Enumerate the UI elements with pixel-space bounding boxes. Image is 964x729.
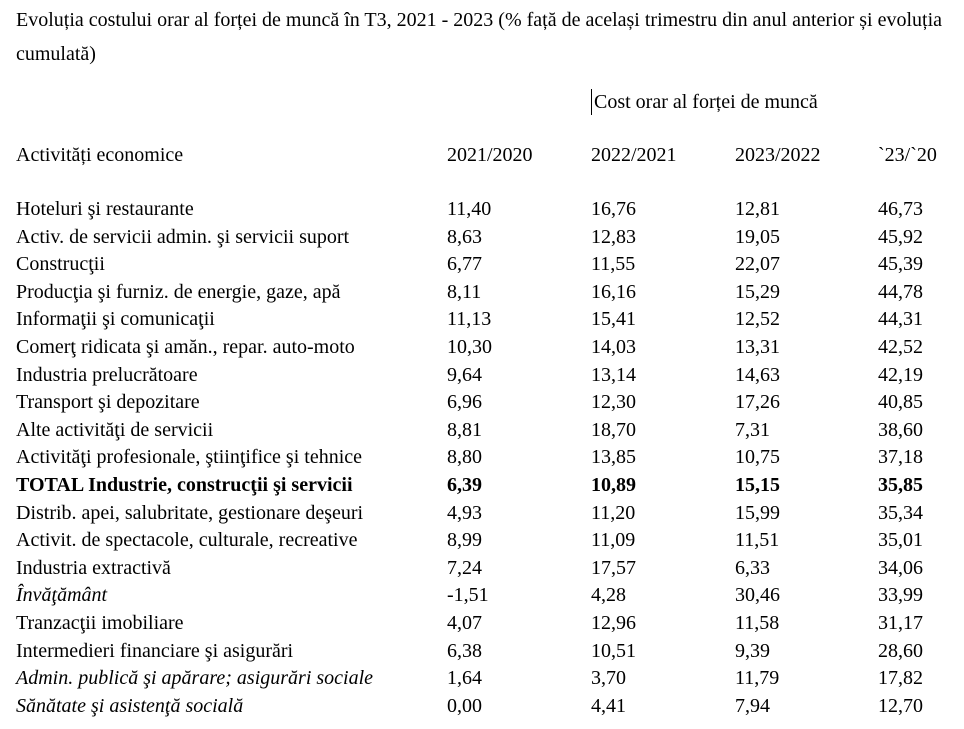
column-header-2022-2021: 2022/2021 [591, 144, 677, 166]
cell-cumulative: 46,73 [878, 198, 923, 220]
cell-2022-2021: 4,41 [591, 694, 626, 717]
cell-activity: Transport şi depozitare [16, 391, 200, 414]
cell-2021-2020: 1,64 [447, 667, 482, 690]
cell-cumulative: 35,85 [878, 473, 923, 496]
cell-2022-2021: 4,28 [591, 584, 626, 607]
table-row [0, 362, 964, 390]
cell-2022-2021: 16,16 [591, 280, 636, 303]
cell-2023-2022: 6,33 [735, 556, 770, 579]
cell-cumulative: 45,92 [878, 225, 923, 248]
cell-2022-2021: 11,20 [591, 501, 636, 524]
cell-2022-2021: 13,85 [591, 446, 636, 469]
cell-2022-2021: 12,83 [591, 225, 636, 248]
cell-cumulative: 28,60 [878, 639, 923, 662]
table-header-row [0, 142, 964, 168]
cell-2021-2020: 8,63 [447, 225, 482, 248]
cell-activity: Admin. publică şi apărare; asigurări sociale [16, 667, 374, 690]
cell-2022-2021: 10,51 [591, 639, 636, 662]
cell-activity: Construcţii [16, 253, 105, 276]
cell-2022-2021: 15,41 [591, 308, 636, 331]
table-body [0, 196, 964, 720]
cell-cumulative: 35,34 [878, 501, 923, 524]
table-row [0, 638, 964, 666]
cell-2023-2022: 15,15 [735, 473, 780, 496]
table-row [0, 224, 964, 252]
cell-2023-2022: 17,26 [735, 391, 780, 414]
cell-activity: Industria prelucrătoare [16, 363, 198, 386]
cell-2021-2020: 4,93 [447, 501, 482, 524]
cell-cumulative: 42,19 [878, 363, 923, 386]
cell-2021-2020: 8,11 [447, 280, 482, 303]
column-header-2023-2022: 2023/2022 [735, 144, 821, 166]
cell-2021-2020: 6,77 [447, 253, 482, 276]
cell-activity: Distrib. apei, salubritate, gestionare deşeuri [16, 501, 364, 524]
cell-cumulative: 31,17 [878, 611, 923, 634]
table-row [0, 555, 964, 583]
cell-2021-2020: 9,64 [447, 363, 482, 386]
cell-2022-2021: 11,09 [591, 529, 636, 552]
cell-2022-2021: 18,70 [591, 418, 636, 441]
cell-cumulative: 33,99 [878, 584, 923, 607]
cell-2021-2020: 11,13 [447, 308, 492, 331]
cell-2023-2022: 19,05 [735, 225, 780, 248]
cell-2022-2021: 11,55 [591, 253, 636, 276]
cell-2023-2022: 22,07 [735, 253, 780, 276]
cell-2021-2020: 8,99 [447, 529, 482, 552]
cell-2021-2020: 8,81 [447, 418, 482, 441]
cell-2021-2020: 11,40 [447, 198, 492, 220]
table-row [0, 610, 964, 638]
cell-cumulative: 45,39 [878, 253, 923, 276]
cell-2022-2021: 12,30 [591, 391, 636, 414]
cell-2021-2020: 10,30 [447, 335, 492, 358]
column-header-2021-2020: 2021/2020 [447, 144, 533, 166]
cell-2021-2020: 8,80 [447, 446, 482, 469]
table-row [0, 279, 964, 307]
cell-cumulative: 12,70 [878, 694, 923, 717]
cell-cumulative: 40,85 [878, 391, 923, 414]
cell-2023-2022: 9,39 [735, 639, 770, 662]
table-row [0, 389, 964, 417]
cell-2022-2021: 17,57 [591, 556, 636, 579]
cell-2021-2020: 0,00 [447, 694, 482, 717]
table-row [0, 251, 964, 279]
column-header-cumulative: `23/`20 [878, 144, 937, 166]
cell-2023-2022: 7,94 [735, 694, 770, 717]
cell-2023-2022: 30,46 [735, 584, 780, 607]
page-title: Evoluția costului orar al forței de muncă în T3, 2021 - 2023 (% față de același trimestru din anul anterior și evoluția cumulată) [16, 9, 943, 65]
cell-2022-2021: 13,14 [591, 363, 636, 386]
table-row [0, 665, 964, 693]
cell-cumulative: 42,52 [878, 335, 923, 358]
cell-activity: Comerţ ridicata şi amăn., repar. auto-moto [16, 335, 355, 358]
cell-activity: Intermedieri financiare şi asigurări [16, 639, 294, 662]
cell-2023-2022: 11,58 [735, 611, 780, 634]
cell-2023-2022: 11,51 [735, 529, 780, 552]
cell-2023-2022: 7,31 [735, 418, 770, 441]
cell-cumulative: 37,18 [878, 446, 923, 469]
table-row [0, 527, 964, 555]
cell-activity: Activit. de spectacole, culturale, recreative [16, 529, 358, 552]
cell-2021-2020: 6,96 [447, 391, 482, 414]
cell-activity: Industria extractivă [16, 556, 171, 579]
cell-2021-2020: 6,39 [447, 473, 482, 496]
cell-activity: Tranzacţii imobiliare [16, 611, 184, 634]
cell-2023-2022: 13,31 [735, 335, 780, 358]
cell-activity: Sănătate şi asistenţă socială [16, 694, 244, 717]
cell-2021-2020: 7,24 [447, 556, 482, 579]
cell-cumulative: 34,06 [878, 556, 923, 579]
cell-2023-2022: 12,81 [735, 198, 780, 220]
cell-2021-2020: -1,51 [447, 584, 489, 607]
cell-2023-2022: 12,52 [735, 308, 780, 331]
cell-2023-2022: 15,99 [735, 501, 780, 524]
cell-activity: Producţia şi furniz. de energie, gaze, apă [16, 280, 341, 303]
cell-2022-2021: 16,76 [591, 198, 636, 220]
table-row [0, 500, 964, 528]
table-row [0, 306, 964, 334]
table-row [0, 196, 964, 224]
table-row [0, 334, 964, 362]
table-row [0, 444, 964, 472]
cell-cumulative: 35,01 [878, 529, 923, 552]
table-row [0, 417, 964, 445]
cell-2023-2022: 14,63 [735, 363, 780, 386]
table-row [0, 693, 964, 721]
group-header-cost-orar: Cost orar al forței de muncă [591, 89, 818, 115]
cell-cumulative: 44,31 [878, 308, 923, 331]
cell-2023-2022: 10,75 [735, 446, 780, 469]
cell-activity: Alte activităţi de servicii [16, 418, 214, 441]
cell-2022-2021: 3,70 [591, 667, 626, 690]
cell-activity: Activ. de servicii admin. şi servicii suport [16, 225, 350, 248]
cell-activity: TOTAL Industrie, construcţii şi servicii [16, 473, 353, 496]
table-row [0, 472, 964, 500]
table-row [0, 582, 964, 610]
cell-cumulative: 17,82 [878, 667, 923, 690]
cell-2022-2021: 14,03 [591, 335, 636, 358]
cell-2021-2020: 6,38 [447, 639, 482, 662]
cell-2022-2021: 12,96 [591, 611, 636, 634]
cell-2023-2022: 11,79 [735, 667, 780, 690]
cell-2023-2022: 15,29 [735, 280, 780, 303]
cell-2021-2020: 4,07 [447, 611, 482, 634]
cell-activity: Activităţi profesionale, ştiinţifice şi tehnice [16, 446, 363, 469]
cell-cumulative: 44,78 [878, 280, 923, 303]
cell-activity: Hoteluri şi restaurante [16, 198, 194, 220]
cell-activity: Informaţii şi comunicaţii [16, 308, 215, 331]
cell-cumulative: 38,60 [878, 418, 923, 441]
cell-activity: Învăţământ [16, 584, 108, 607]
cell-2022-2021: 10,89 [591, 473, 636, 496]
column-header-activity: Activități economice [16, 144, 184, 166]
